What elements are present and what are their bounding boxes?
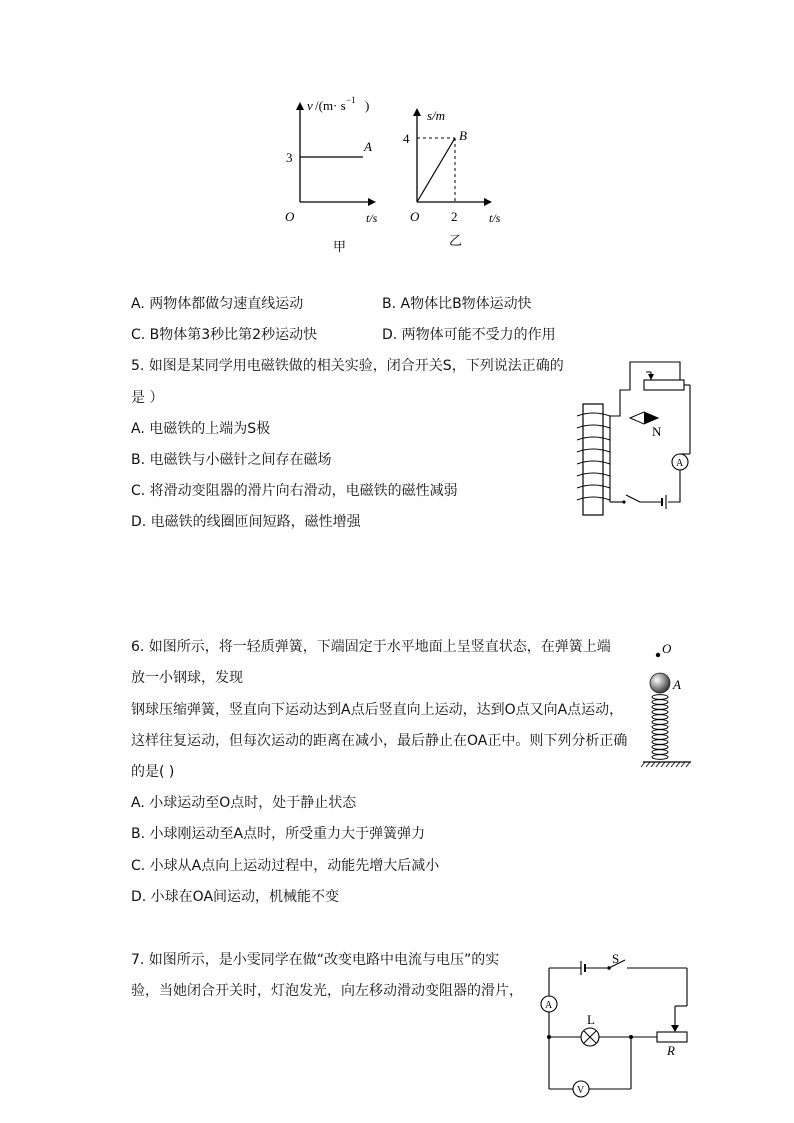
switch-label: S <box>612 951 620 966</box>
q5-option-a[interactable]: A. 电磁铁的上端为S极 <box>131 421 271 437</box>
ground-hatch <box>641 762 690 767</box>
q6-option-c[interactable]: C. 小球从A点向上运动过程中，动能先增大后减小 <box>131 858 440 874</box>
graph-b-line <box>417 138 455 202</box>
graph-b-origin: O <box>410 209 420 224</box>
q6-spring-figure <box>635 636 705 772</box>
point-o <box>656 653 660 657</box>
voltmeter-label: V <box>577 1085 585 1096</box>
graph-b-caption: 乙 <box>449 234 463 249</box>
graph-a-caption: 甲 <box>333 240 347 255</box>
needle-label-n: N <box>652 424 662 439</box>
q7-stem-line2: 验，当她闭合开关时，灯泡发光，向左移动滑动变阻器的滑片， <box>131 983 523 999</box>
q4-option-a[interactable]: A. 两物体都做匀速直线运动 <box>131 296 304 312</box>
steel-ball <box>650 673 670 693</box>
rheostat <box>657 1032 687 1042</box>
graph-a-line-label: A <box>364 139 372 154</box>
graph-b-y-value: 4 <box>403 131 410 146</box>
q5-option-d[interactable]: D. 电磁铁的线圈匝间短路，磁性增强 <box>131 514 361 530</box>
q6-option-a[interactable]: A. 小球运动至O点时，处于静止状态 <box>131 795 357 811</box>
ammeter-label: A <box>545 1000 553 1011</box>
graph-a-x-label: t/s <box>366 211 378 225</box>
graph-b <box>403 108 501 249</box>
ammeter-label: A <box>676 458 684 469</box>
q4-option-d[interactable]: D. 两物体可能不受力的作用 <box>382 327 556 343</box>
graph-a-y-label-exp: −1 <box>346 95 356 105</box>
graph-b-point-label: B <box>459 128 467 143</box>
graph-b-x-value: 2 <box>451 209 458 224</box>
graph-b-x-label: t/s <box>489 211 501 225</box>
q6-stem-line1: 6. 如图所示，将一轻质弹簧，下端固定于水平地面上呈竖直状态，在弹簧上端 <box>131 639 611 655</box>
spring <box>652 695 668 760</box>
q6-stem-line3: 钢球压缩弹簧，竖直向下运动达到A点后竖直向上运动，达到O点又向A点运动， <box>131 702 624 718</box>
graph-a-y-value: 3 <box>286 150 293 165</box>
q5-electromagnet-figure <box>570 352 700 522</box>
q7-circuit-figure <box>535 948 705 1103</box>
rheostat-label: R <box>667 1043 675 1058</box>
q4-figure <box>270 90 530 260</box>
label-o: O <box>662 641 672 656</box>
q6-option-d[interactable]: D. 小球在OA间运动，机械能不变 <box>131 889 340 905</box>
q6-stem-line2: 放一小钢球，发现 <box>131 670 243 686</box>
q5-stem-line1: 5. 如图是某同学用电磁铁做的相关实验，闭合开关S，下列说法正确的 <box>131 358 564 374</box>
q5-stem-line2: 是 ） <box>131 390 164 406</box>
graph-a-y-label-unit: /(m· s <box>315 98 346 113</box>
iron-core <box>583 404 603 515</box>
q5-option-c[interactable]: C. 将滑动变阻器的滑片向右滑动，电磁铁的磁性减弱 <box>131 483 458 499</box>
graph-a <box>285 95 378 255</box>
q6-stem-line4: 这样往复运动，但每次运动的距离在减小，最后静止在OA正中。则下列分析正确 <box>131 733 628 749</box>
label-a: A <box>673 677 681 692</box>
q5-option-b[interactable]: B. 电磁铁与小磁针之间存在磁场 <box>131 452 332 468</box>
q4-option-c[interactable]: C. B物体第3秒比第2秒运动快 <box>131 327 318 343</box>
graph-b-y-label: s/m <box>427 108 446 123</box>
graph-a-y-label-v: v <box>307 98 313 113</box>
q7-stem-line1: 7. 如图所示，是小雯同学在做“改变电路中电流与电压”的实 <box>131 952 500 968</box>
graph-a-y-label-close: ) <box>365 98 370 113</box>
q6-option-b[interactable]: B. 小球刚运动至A点时，所受重力大于弹簧弹力 <box>131 826 426 842</box>
switch <box>626 495 640 502</box>
rheostat <box>644 380 684 390</box>
q6-stem-line5: 的是( ) <box>131 764 175 780</box>
graph-a-origin: O <box>285 209 295 224</box>
q4-option-b[interactable]: B. A物体比B物体运动快 <box>382 296 532 312</box>
lamp-label: L <box>587 1012 595 1027</box>
